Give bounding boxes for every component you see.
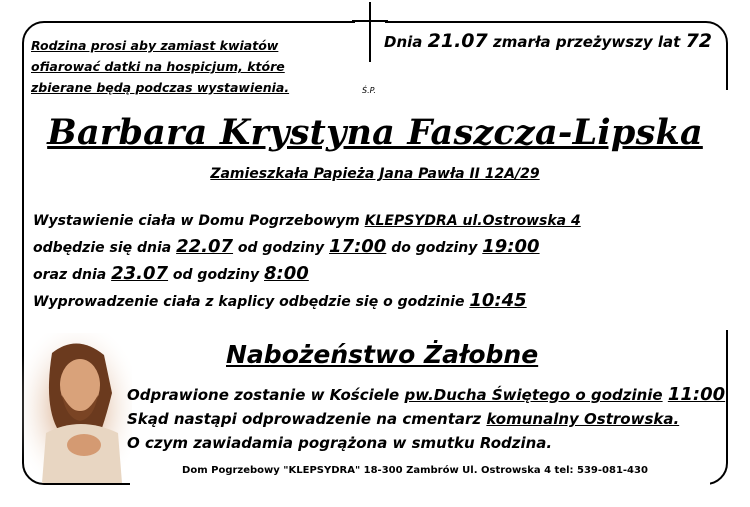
age: 72 [685,30,713,52]
service-line-2: Skąd nastąpi odprowadzenie na cmentarz komunalny Ostrowska. [127,410,680,428]
address: Zamieszkała Papieża Jana Pawła II 12A/29 [210,166,540,182]
procession-time: 10:45 [469,290,527,311]
viewing-date-2: 23.07 [111,263,169,284]
viewing-line-1: Wystawienie ciała w Domu Pogrzebowym KLEPSYDRA ul.Ostrowska 4 [33,213,581,229]
viewing-to: 19:00 [482,236,540,257]
viewing-date-1: 22.07 [176,236,234,257]
death-info: Dnia 21.07 zmarła przeżywszy lat 72 [384,30,713,52]
flowers-request-note [31,35,311,98]
service-title: Nabożeństwo Żałobne [226,340,539,369]
funeral-home-place: KLEPSYDRA ul.Ostrowska 4 [364,213,581,229]
funeral-home-footer: Dom Pogrzebowy "KLEPSYDRA" 18-300 Zambrów Ul. Ostrowska 4 tel: 539-081-430 [182,465,648,476]
service-time: 11:00 [667,384,726,405]
viewing-info [33,208,713,315]
cemetery-name: komunalny Ostrowska. [486,410,680,428]
note-line: ofiarować datki na hospicjum, które [31,59,285,74]
service-line-1: Odprawione zostanie w Kościele pw.Ducha Świętego o godzinie 11:00 [127,384,726,405]
viewing-from: 17:00 [329,236,387,257]
death-date: 21.07 [427,30,488,52]
praying-jesus-image [22,333,132,483]
church-name: pw.Ducha Świętego o godzinie [404,386,663,404]
service-info [127,383,727,455]
deceased-name: Barbara Krystyna Faszcza-Lipska [47,112,703,153]
viewing-time-2: 8:00 [264,263,309,284]
sp-abbrev: Ś.P. [362,86,376,95]
viewing-line-4: Wyprowadzenie ciała z kaplicy odbędzie się o godzinie 10:45 [33,290,527,311]
cross-icon [369,2,371,62]
viewing-line-2: odbędzie się dnia 22.07 od godziny 17:00 do godziny 19:00 [33,236,540,257]
note-line: Rodzina prosi aby zamiast kwiatów [31,38,279,53]
cross-bar [352,20,388,22]
viewing-line-3: oraz dnia 23.07 od godziny 8:00 [33,263,309,284]
note-line: zbierane będą podczas wystawienia. [31,80,290,95]
service-line-3: O czym zawiadamia pogrążona w smutku Rodzina. [127,434,553,452]
